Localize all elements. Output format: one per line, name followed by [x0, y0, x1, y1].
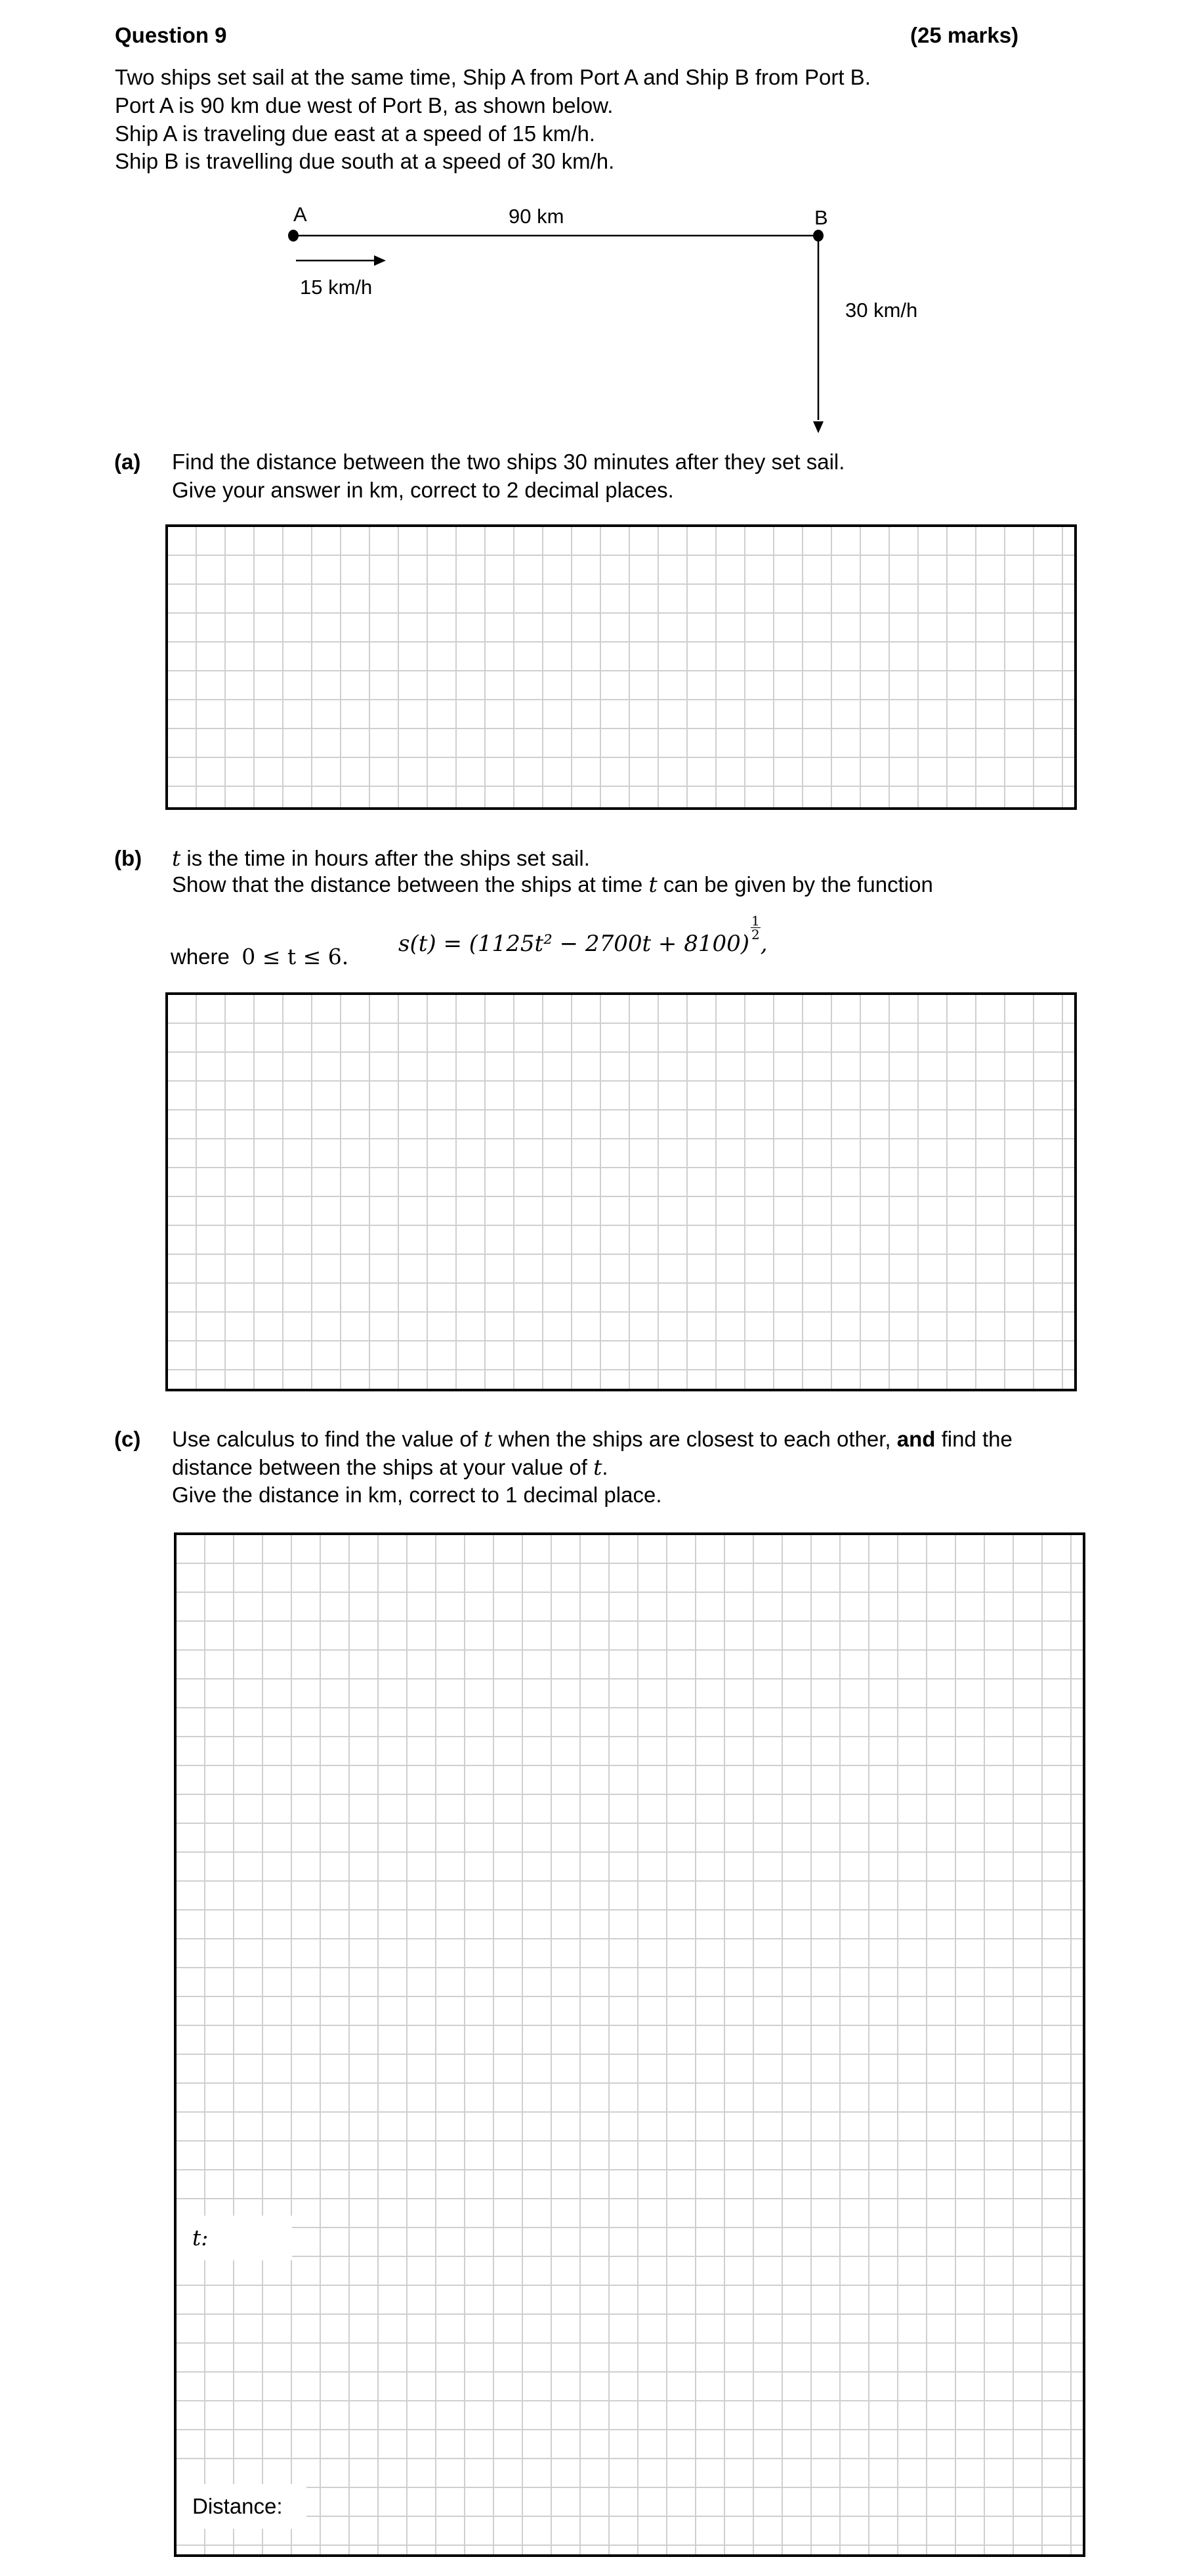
where-word: where: [171, 944, 230, 969]
part-c-line-2-pre: distance between the ships at your value of: [172, 1455, 594, 1479]
part-c-label: (c): [114, 1427, 141, 1451]
part-c-line-3: Give the distance in km, correct to 1 decimal place.: [172, 1483, 662, 1507]
part-b-line-2-pre: Show that the distance between the ships at time: [172, 872, 649, 897]
point-a-label: A: [293, 203, 307, 226]
part-a-line-1: Find the distance between the two ships 30 minutes after they set sail.: [172, 450, 845, 474]
answer-box-a[interactable]: [165, 524, 1077, 810]
question-marks: (25 marks): [910, 23, 1019, 47]
intro-line-3: Ship A is traveling due east at a speed of 15 km/h.: [115, 121, 595, 146]
part-c-line-1-pre: Use calculus to find the value of: [172, 1427, 484, 1451]
equation-exponent: [751, 914, 761, 941]
domain-inequality: 0 ≤ t ≤ 6.: [241, 944, 349, 969]
part-a-label: (a): [114, 450, 141, 474]
distance-function-equation: [398, 914, 768, 958]
part-c-line-2-post: .: [602, 1455, 608, 1479]
answer-distance-label: Distance:: [192, 2494, 283, 2518]
part-a-line-2: Give your answer in km, correct to 2 decimal places.: [172, 478, 674, 502]
exponent-numerator: 1: [751, 913, 760, 929]
var-t: t: [593, 1454, 602, 1480]
part-b-line-2: [172, 870, 933, 898]
var-t: t: [648, 872, 658, 897]
var-t: t: [484, 1426, 493, 1452]
arrow-right-icon: [374, 255, 386, 266]
intro-line-4: Ship B is travelling due south at a speed of 30 km/h.: [115, 149, 615, 173]
part-b-label: (b): [114, 846, 142, 870]
part-b-line-1-text: is the time in hours after the ships set sail.: [180, 846, 590, 870]
ship-b-speed-label: 30 km/h: [845, 299, 918, 322]
part-c-line-1-mid: when the ships are closest to each other,: [492, 1427, 897, 1451]
part-b-line-1: [172, 844, 590, 872]
intro-line-2: Port A is 90 km due west of Port B, as shown below.: [115, 93, 614, 117]
var-t: t: [172, 845, 181, 871]
equation-tail: ,: [760, 931, 768, 957]
ships-diagram: [0, 0, 1193, 459]
part-b-domain: [171, 942, 348, 971]
answer-t-label: t:: [192, 2225, 209, 2250]
part-c-line-1: [172, 1425, 1013, 1453]
part-c-line-2: [172, 1453, 608, 1481]
point-b-label: B: [814, 206, 828, 229]
answer-distance-field[interactable]: [177, 2484, 306, 2529]
question-title: Question 9: [115, 23, 227, 47]
ship-a-speed-label: 15 km/h: [300, 276, 373, 299]
answer-box-c[interactable]: [174, 1532, 1085, 2557]
exponent-denominator: 2: [751, 927, 760, 942]
equation-main: s(t) = (1125t² − 2700t + 8100): [398, 931, 750, 957]
port-a-dot-icon: [288, 230, 299, 242]
intro-line-1: Two ships set sail at the same time, Ship A from Port A and Ship B from Port B.: [115, 65, 871, 89]
answer-t-field[interactable]: [177, 2216, 292, 2260]
part-b-line-2-post: can be given by the function: [657, 872, 933, 897]
answer-box-b[interactable]: [165, 992, 1077, 1391]
part-c-and-emphasis: and: [896, 1427, 936, 1451]
part-c-line-1-post: find the: [935, 1427, 1013, 1451]
arrow-down-icon: [813, 421, 824, 433]
distance-label: 90 km: [509, 205, 564, 228]
